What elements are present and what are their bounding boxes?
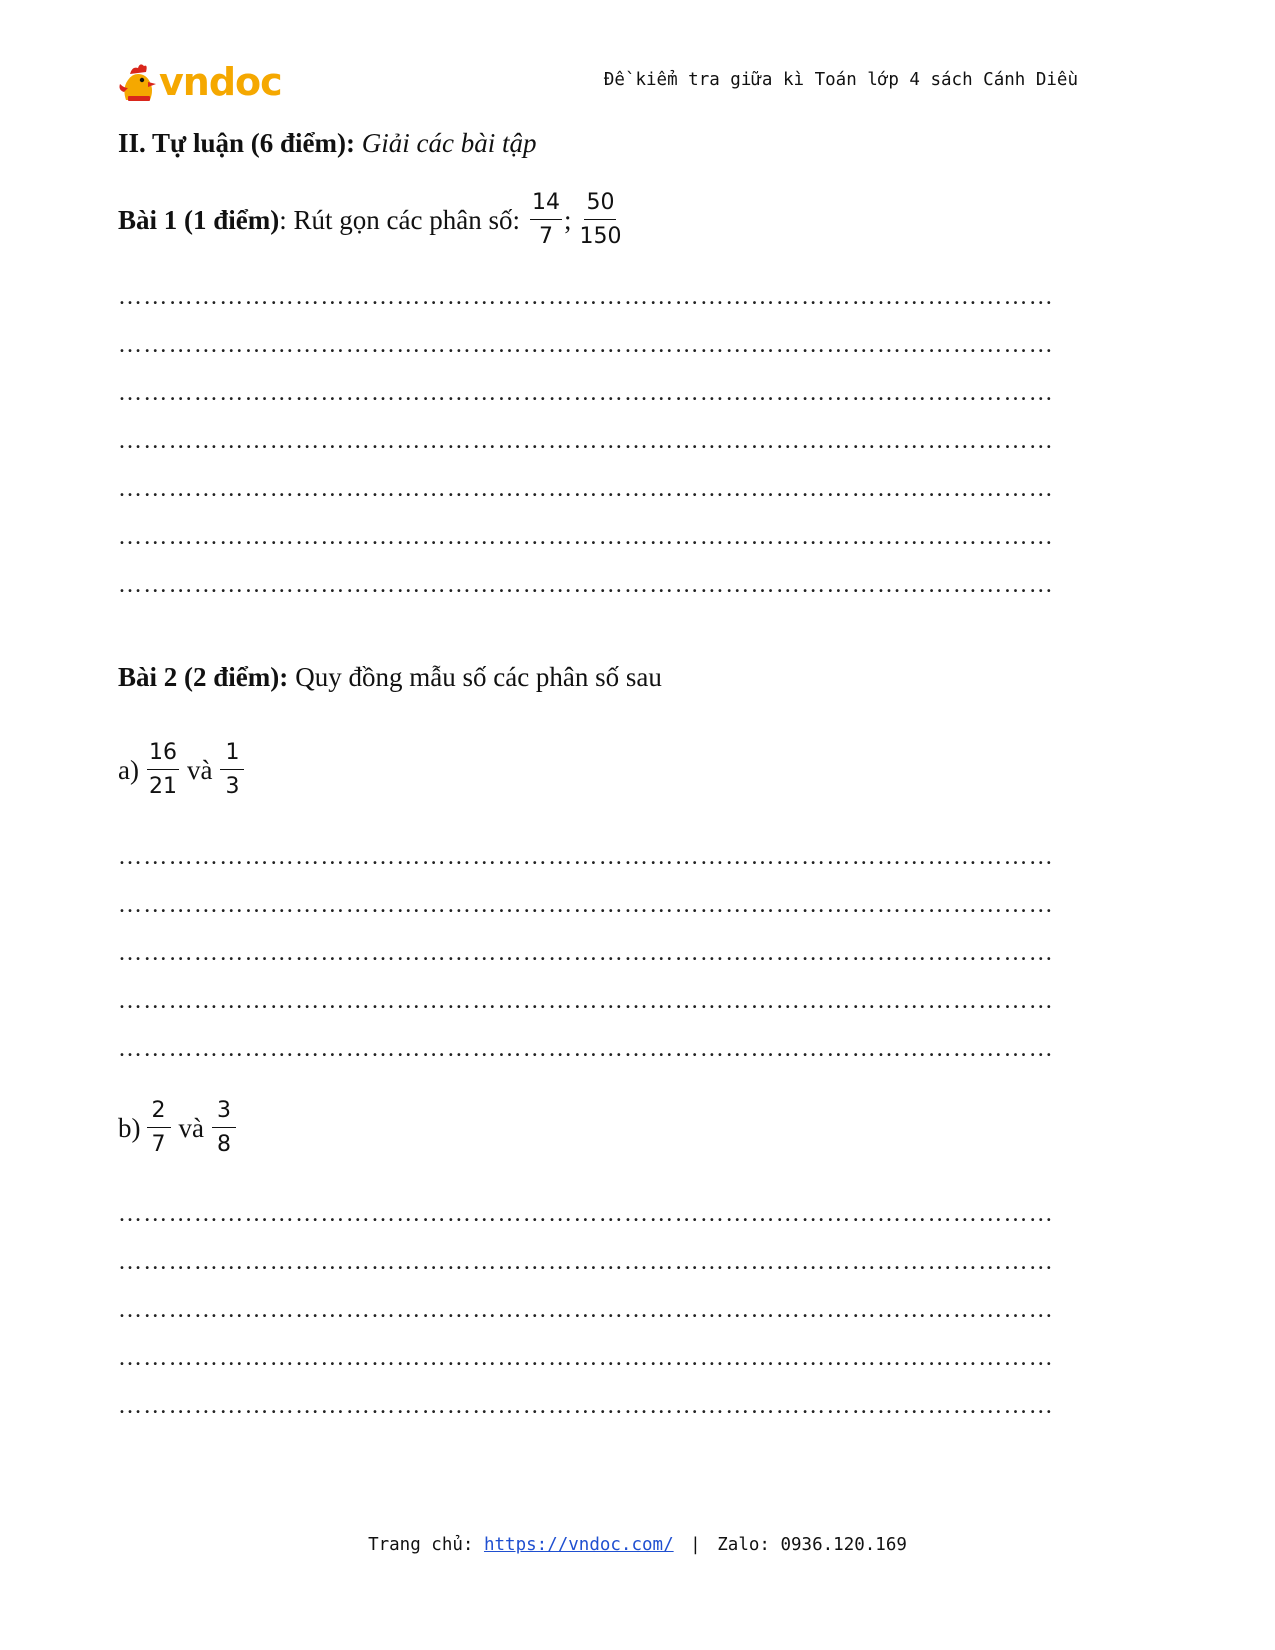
fraction [147,1100,171,1156]
homepage-link[interactable]: https://vndoc.com/ [483,1535,674,1555]
answer-line: ………………………………………………………………………………………………… [118,525,1055,549]
section-heading [118,128,536,159]
bai1-question [118,192,625,248]
numerator: 2 [147,1100,171,1128]
part-a-label: a) [118,754,139,785]
numerator: 50 [584,192,616,220]
bai1-label: Bài 1 (1 điểm) [118,204,280,235]
answer-line: ………………………………………………………………………………………………… [118,1250,1055,1274]
page-footer [0,1535,1275,1555]
answer-line: ………………………………………………………………………………………………… [118,381,1055,405]
fraction [212,1100,236,1156]
answer-line: ………………………………………………………………………………………………… [118,1346,1055,1370]
rooster-mascot-icon [118,60,158,104]
footer-separator: | [690,1535,701,1555]
denominator: 150 [579,224,622,249]
denominator: 3 [225,774,240,799]
answer-line: ………………………………………………………………………………………………… [118,989,1055,1013]
numerator: 14 [530,192,562,220]
fraction [220,742,244,798]
answer-line: ………………………………………………………………………………………………… [118,941,1055,965]
answer-line: ………………………………………………………………………………………………… [118,1298,1055,1322]
fraction-separator: ; [563,204,572,235]
answer-line: ………………………………………………………………………………………………… [118,1202,1055,1226]
answer-line: ………………………………………………………………………………………………… [118,1037,1055,1061]
logo-text: vndoc [159,60,282,104]
fraction [530,192,562,248]
section-title-bold: II. Tự luận (6 điểm): [118,128,355,158]
answer-line: ………………………………………………………………………………………………… [118,429,1055,453]
footer-prefix: Trang chủ: [368,1535,474,1555]
fraction [577,192,623,248]
page-header [118,58,1078,106]
numerator: 1 [220,742,244,770]
fraction [147,742,179,798]
bai2-part-a [118,742,246,798]
bai2-text: Quy đồng mẫu số các phân số sau [295,662,662,692]
document-title: Đề kiểm tra giữa kì Toán lớp 4 sách Cánh Diều [603,70,1078,90]
vndoc-logo[interactable] [118,58,282,106]
bai1-text: : Rút gọn các phân số: [279,204,520,235]
denominator: 8 [216,1132,231,1157]
answer-line: ………………………………………………………………………………………………… [118,285,1055,309]
zalo-contact: Zalo: 0936.120.169 [717,1535,907,1555]
denominator: 21 [148,774,177,799]
bai2-question [118,662,662,693]
numerator: 3 [212,1100,236,1128]
answer-line: ………………………………………………………………………………………………… [118,573,1055,597]
conjunction: và [178,1112,204,1143]
denominator: 7 [151,1132,166,1157]
part-b-label: b) [118,1112,141,1143]
conjunction: và [186,754,213,785]
answer-line: ………………………………………………………………………………………………… [118,477,1055,501]
answer-line: ………………………………………………………………………………………………… [118,845,1055,869]
numerator: 16 [147,742,179,770]
denominator: 7 [538,224,553,249]
bai2-part-b [118,1100,238,1156]
answer-line: ………………………………………………………………………………………………… [118,893,1055,917]
section-title-italic: Giải các bài tập [361,128,537,158]
bai2-label: Bài 2 (2 điểm): [118,662,289,692]
answer-line: ………………………………………………………………………………………………… [118,1394,1055,1418]
answer-line: ………………………………………………………………………………………………… [118,333,1055,357]
